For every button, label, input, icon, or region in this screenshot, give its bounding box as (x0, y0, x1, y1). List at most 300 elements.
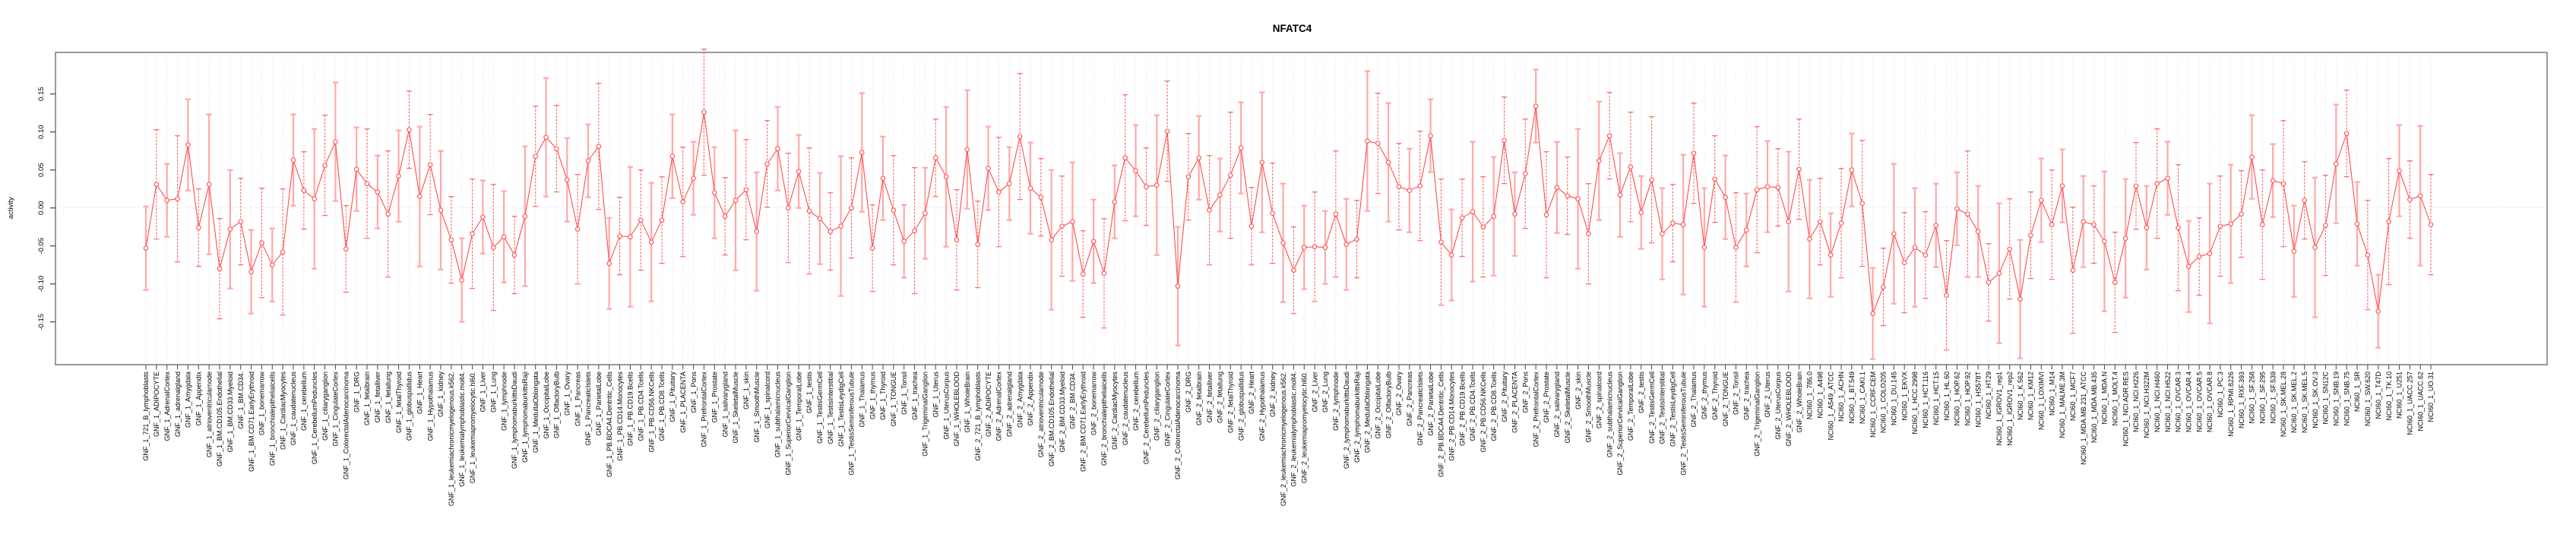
x-axis-label: GNF_2_bronchialepithelialcells (1100, 372, 1109, 466)
x-axis-label: GNF_2_WholeBrain (1795, 372, 1803, 433)
data-point (460, 278, 464, 282)
x-axis-label: NCI60_1_HOP.92 (1964, 372, 1972, 426)
x-axis-label: GNF_1_Lung (489, 372, 498, 413)
x-axis-label: NCI60_1_CCRF.CEM (1869, 372, 1877, 438)
x-axis-label: GNF_1_SkeletalMuscle (732, 371, 740, 444)
data-point (1797, 167, 1801, 171)
data-point (1239, 146, 1242, 150)
x-axis-label: NCI60_1_ACHN (1837, 372, 1846, 422)
x-axis-label: GNF_1_leukemiapromyelocytic.hl60. (468, 372, 476, 484)
x-axis-label: GNF_2_ciliaryganglion (1153, 372, 1161, 441)
data-point (1429, 134, 1432, 138)
x-axis-label: GNF_1_Heart (416, 372, 424, 415)
x-axis-label: GNF_2_Tonsil (1732, 372, 1740, 416)
x-axis-label: GNF_1_PB.CD8.Tcells (658, 372, 666, 441)
x-axis-label: GNF_2_BM.CD71.EarlyErythroid (1079, 372, 1087, 473)
data-point (407, 128, 411, 131)
x-axis-label: NCI60_1_UACC.257 (2406, 372, 2414, 435)
category-gridlines (146, 52, 2431, 365)
data-point (1776, 185, 1780, 189)
x-axis-label: GNF_2_PB.CD56.NKCells (1479, 372, 1488, 453)
data-point (312, 197, 316, 201)
data-point (1702, 245, 1706, 249)
data-point (2029, 233, 2033, 237)
data-point (586, 159, 590, 163)
x-axis-label: GNF_1_Thalamus (858, 372, 866, 428)
x-axis-label: GNF_2_721_B_lymphoblasts (973, 372, 982, 461)
data-point (628, 235, 632, 239)
x-axis-label: NCI60_1_MDA.MB.435 (2090, 372, 2098, 444)
y-axis-ticks (50, 94, 55, 322)
x-axis-label: GNF_2_TONGUE (1721, 372, 1729, 427)
data-point (1334, 212, 1337, 216)
x-axis-label: NCI60_1_OVCAR.3 (2174, 372, 2182, 433)
data-point (2113, 280, 2117, 284)
data-point (1755, 188, 1758, 191)
data-point (1533, 104, 1537, 108)
x-axis-label: NCI60_1_SF.268 (2248, 372, 2256, 424)
data-point (2387, 220, 2391, 223)
data-point (881, 176, 885, 180)
data-point (1439, 240, 1443, 244)
svg-text:0.05: 0.05 (37, 163, 46, 177)
data-point (1366, 139, 1369, 143)
x-axis-label: NCI60_1_M14 (2048, 372, 2056, 416)
data-point (1292, 268, 1296, 272)
x-axis-label: NCI60_1_RPMI.8226 (2226, 372, 2235, 437)
series-line (146, 106, 2431, 314)
data-point (2040, 198, 2043, 202)
x-axis-label: GNF_2_PB.CD14.Monocytes (1448, 372, 1456, 461)
x-axis-label: GNF_1_skin (742, 372, 751, 410)
data-point (186, 143, 190, 147)
x-axis-label: GNF_1_caudatenucleus (290, 372, 298, 446)
data-point (723, 214, 726, 218)
x-axis-label: GNF_2_ColorectalAdenocarcinoma (1174, 372, 1182, 480)
x-axis-label: GNF_1_Hypothalamus (426, 372, 435, 441)
data-point (850, 206, 853, 210)
x-axis-label: GNF_1_Liver (479, 372, 487, 413)
data-point (691, 176, 695, 180)
data-point (2281, 182, 2285, 185)
x-axis-label: GNF_1_TONGUE (890, 372, 898, 427)
svg-text:-0.05: -0.05 (37, 237, 46, 255)
data-point (438, 208, 442, 212)
svg-text:0.10: 0.10 (37, 125, 46, 139)
x-axis-label: GNF_2_atrioventricularnode (1037, 372, 1046, 458)
x-axis-label: NCI60_1_HCC.2998 (1911, 372, 1919, 435)
x-axis-label: GNF_2_PB.CD19.Bcells (1458, 372, 1467, 447)
data-point (1271, 211, 1274, 215)
data-point (249, 270, 253, 274)
x-axis-label: GNF_2_salivarygland (1553, 372, 1562, 438)
svg-text:-0.15: -0.15 (37, 313, 46, 330)
x-axis-label: GNF_2_subthalamicnucleus (1606, 372, 1614, 458)
x-axis-label: GNF_2_Ovary (1395, 372, 1404, 416)
data-point (1229, 173, 1233, 177)
data-point (2324, 223, 2328, 227)
data-point (1071, 220, 1074, 223)
data-point (954, 238, 958, 242)
data-point (1986, 280, 1990, 284)
data-point (397, 174, 400, 178)
x-axis-label: GNF_1_MedullaOblongata (531, 372, 540, 454)
x-axis-label: NCI60_1_MDA.N (2100, 372, 2109, 425)
data-point (2155, 182, 2159, 185)
x-axis-label: NCI60_1_NCI.H460 (2153, 372, 2161, 433)
x-axis-label: GNF_1_SuperiorCervicalGanglion (784, 372, 793, 476)
data-point (1555, 185, 1559, 189)
data-point (1913, 245, 1916, 249)
x-axis-label: GNF_1_lymphomaburkittsDaudi (511, 372, 519, 470)
x-axis-label: GNF_1_WholeBrain (964, 372, 972, 433)
data-point (1618, 193, 1622, 197)
x-axis-label: NCI60_1_A498 (1816, 372, 1824, 419)
data-point (1860, 201, 1864, 205)
x-axis-label: GNF_1_WHOLEBLOOD (953, 372, 961, 447)
x-axis-label: GNF_2_fetalThyroid (1226, 372, 1235, 434)
x-axis-label: NCI60_1_HL.60 (1942, 372, 1951, 421)
data-point (1587, 232, 1590, 236)
data-point (1165, 129, 1169, 133)
x-axis-label: GNF_2_BM.CD105.Endothelial (1047, 372, 1055, 467)
x-axis-labels (142, 372, 2435, 507)
x-axis-label: GNF_1_Appendix (195, 372, 203, 426)
x-axis-label: GNF_1_PB.BDCA4.Dentritic_Cells (605, 372, 613, 478)
x-axis-label: GNF_1_OlfactoryBulb (552, 372, 561, 439)
x-axis-label: GNF_1_Pituitary (669, 372, 677, 422)
data-point (1881, 285, 1885, 289)
data-point (2144, 226, 2148, 229)
data-point (334, 140, 337, 144)
x-axis-label: NCI60_1_NCI.H522 (2163, 372, 2172, 433)
data-point (649, 240, 653, 244)
x-axis-label: GNF_1_spinalcord (763, 372, 771, 429)
data-point (1470, 210, 1474, 213)
data-point (2408, 198, 2412, 201)
data-point (2250, 155, 2254, 159)
data-point (1008, 182, 1011, 185)
data-point (1639, 210, 1643, 214)
x-axis-label: NCI60_1_U251 (2395, 372, 2404, 419)
data-point (375, 190, 379, 194)
data-point (944, 175, 948, 179)
data-point (618, 234, 622, 238)
x-axis-label: GNF_1_TemporalLobe (795, 372, 803, 441)
x-axis-label: GNF_2_Liver (1311, 372, 1319, 413)
x-axis-label: GNF_1_PB.CD4.Tcells (637, 372, 645, 441)
data-point (1765, 185, 1769, 188)
data-point (291, 158, 295, 162)
x-axis-label: GNF_2_testis (1637, 372, 1645, 414)
data-point (2092, 223, 2096, 226)
data-point (217, 267, 221, 270)
data-point (1976, 229, 1979, 233)
x-axis-label: NCI60_1_SK.MEL.2 (2290, 372, 2299, 434)
data-point (2176, 226, 2180, 229)
data-point (1176, 284, 1179, 288)
x-axis-label: NCI60_1_CAKI.1 (1858, 372, 1866, 425)
x-axis-label: NCI60_1_UO.31 (2427, 372, 2435, 422)
data-point (2239, 212, 2243, 216)
data-point (807, 209, 811, 213)
x-axis-label: GNF_2_Lung (1321, 372, 1330, 413)
data-point (1144, 185, 1148, 188)
x-axis-label: GNF_1_Amygdala (184, 372, 192, 428)
error-bars (143, 49, 2433, 359)
x-axis-label: NCI60_1_UACC.62 (2416, 372, 2425, 432)
x-axis-label: NCI60_1_T47D (2374, 372, 2382, 419)
x-axis-label: GNF_2_fetalliver (1205, 372, 1214, 423)
data-point (1902, 261, 1906, 264)
data-point (2049, 223, 2053, 226)
data-point (934, 156, 938, 160)
data-point (702, 110, 706, 114)
data-point (2207, 251, 2211, 255)
x-axis-label: NCI60_1_TK.10 (2385, 372, 2393, 421)
x-axis-label: GNF_1_bronchialepithelialcells (268, 372, 277, 466)
data-point (1671, 221, 1675, 225)
data-point (1745, 228, 1748, 232)
data-point (2302, 198, 2306, 202)
data-point (280, 250, 284, 254)
data-point (597, 144, 600, 148)
x-axis-label: GNF_1_BM.CD33.Myeloid (226, 372, 235, 453)
x-axis-label: GNF_1_ColorectalAdenocarcinoma (342, 372, 350, 480)
x-axis-label: GNF_1_Thyroid (879, 372, 888, 421)
data-point (271, 263, 274, 267)
data-point (1492, 214, 1495, 218)
data-point (1524, 172, 1527, 175)
data-point (1039, 195, 1043, 199)
x-axis-label: NCI60_1_HT29 (1985, 372, 1993, 419)
data-point (2271, 179, 2274, 182)
data-point (660, 218, 663, 222)
data-point (1102, 271, 1106, 275)
data-point (2418, 194, 2422, 198)
x-axis-label: GNF_2_globuspallidus (1237, 372, 1245, 441)
x-axis-label: GNF_1_Prostate (710, 372, 719, 423)
x-axis-label: GNF_2_skin (1574, 372, 1582, 410)
x-axis-label: GNF_1_ciliaryganglion (321, 372, 329, 441)
data-point (1691, 151, 1695, 155)
data-point (428, 163, 432, 166)
data-point (197, 226, 201, 229)
data-point (2261, 223, 2264, 226)
data-point (1892, 232, 1896, 236)
data-point (2292, 249, 2296, 253)
x-axis-label: GNF_2_Amygdala (1016, 372, 1024, 428)
x-axis-label: GNF_1_Pons (689, 372, 698, 413)
x-axis-label: GNF_2_leukemiapromyelocytic.hl60. (1300, 372, 1309, 484)
x-axis-label: GNF_1_TrigeminalGanglion (921, 372, 929, 457)
data-point (1112, 200, 1116, 204)
x-axis-label: GNF_1_leukemiachronicmyelogenous.k562. (448, 372, 456, 507)
x-axis-label: GNF_2_bonemarrow (1090, 372, 1098, 436)
x-axis-label: NCI60_1_OVCAR.5 (2195, 372, 2204, 433)
data-point (365, 182, 369, 185)
data-point (2344, 131, 2348, 135)
data-point (1955, 207, 1959, 210)
data-point (1323, 245, 1327, 249)
x-axis-label: NCI60_1_SW.620 (2364, 372, 2372, 427)
x-axis-label: NCI60_1_SK.MEL.5 (2300, 372, 2309, 434)
x-axis-label: GNF_2_Prostate (1543, 372, 1551, 423)
x-axis-label: NCI60_1_BT.549 (1848, 372, 1856, 424)
x-axis-label: GNF_1_PB.CD14.Monocytes (616, 372, 624, 461)
data-point (1544, 213, 1548, 217)
data-point (2123, 236, 2127, 240)
data-point (1260, 160, 1264, 164)
x-axis-label: NCI60_1_HS578T (1974, 372, 1983, 428)
x-axis-label: GNF_1_ParietalLobe (595, 372, 603, 436)
data-point (2366, 253, 2369, 257)
data-point (913, 229, 916, 232)
x-axis-label: GNF_1_subthalamicnucleus (774, 372, 782, 458)
data-point (1923, 253, 1927, 257)
x-axis-label: NCI60_1_MOLT.4 (2111, 372, 2119, 426)
data-point (1123, 156, 1127, 160)
data-point (1218, 193, 1222, 197)
y-axis-tick-labels (37, 87, 46, 330)
data-point (870, 246, 874, 250)
x-axis-label: NCI60_1_SNB.75 (2343, 372, 2351, 426)
data-point (239, 220, 242, 223)
x-axis-label: GNF_1_CerebellumPeduncles (310, 372, 318, 465)
x-axis-label: GNF_2_CardiacMyocytes (1111, 372, 1119, 451)
x-axis-label: GNF_2_TrigeminalGanglion (1753, 372, 1761, 457)
x-axis-label: GNF_2_lymphomaburkittsDaudi (1342, 372, 1350, 470)
x-axis-label: GNF_2_fetallung (1216, 372, 1224, 424)
x-axis-label: NCI60_1_SNB.19 (2332, 372, 2340, 426)
x-axis-label: GNF_2_trachea (1742, 372, 1751, 421)
data-point (449, 238, 453, 242)
data-point (2187, 264, 2191, 268)
x-axis-label: NCI60_1_HOP.62 (1953, 372, 1961, 426)
x-axis-label: GNF_2_kidney (1268, 372, 1277, 418)
data-point (1839, 221, 1843, 225)
x-axis-label: GNF_1_leukemialymphoblastic.molt4. (457, 372, 466, 487)
x-axis-label: GNF_2_OccipitalLobe (1374, 372, 1382, 439)
x-axis-label: GNF_1_lymphnode (500, 372, 508, 432)
x-axis-label: GNF_2_DRG (1185, 372, 1193, 413)
svg-text:-0.10: -0.10 (37, 275, 46, 292)
data-point (144, 246, 147, 250)
data-point (1660, 232, 1664, 236)
x-axis-label: GNF_1_PLACENTA (679, 372, 687, 433)
data-point (860, 150, 864, 154)
x-axis-label: GNF_2_adrenalgland (1005, 372, 1014, 438)
x-axis-label: GNF_1_DRG (353, 372, 361, 413)
x-axis-label: GNF_1_Pancreas (574, 372, 582, 427)
data-point (2103, 239, 2106, 243)
x-axis-label: GNF_1_fetalliver (374, 372, 382, 423)
data-point (1028, 186, 1032, 190)
data-point (1081, 272, 1085, 276)
data-point (2071, 268, 2074, 272)
x-axis-label: GNF_2_CerebellumPeduncles (1142, 372, 1150, 465)
data-point (923, 211, 927, 215)
data-point (344, 247, 348, 251)
data-point (902, 239, 906, 243)
data-point (1966, 212, 1970, 216)
data-point (555, 147, 559, 150)
x-axis-label: GNF_1_PancreaticIslets (584, 372, 593, 446)
data-point (818, 217, 821, 220)
data-point (1713, 177, 1717, 181)
data-point (839, 224, 843, 228)
x-axis-label: GNF_2_thymus (1701, 372, 1709, 420)
x-axis-label: GNF_2_TestisLeydigCell (1669, 372, 1677, 447)
data-point (1386, 160, 1390, 164)
x-axis-label: GNF_2_UterusCorpus (1774, 372, 1783, 440)
data-point (1355, 237, 1359, 241)
data-point (1155, 183, 1159, 187)
x-axis-label: GNF_2_TemporalLobe (1627, 372, 1635, 441)
x-axis-label: GNF_1_TestisInterstitial (826, 372, 834, 444)
data-points (144, 104, 2432, 315)
data-point (1344, 242, 1348, 246)
data-point (1407, 188, 1411, 192)
x-axis-label: GNF_2_BM.CD34. (1068, 372, 1077, 429)
x-axis-label: GNF_2_Thalamus (1690, 372, 1698, 428)
data-point (1418, 184, 1422, 188)
data-point (1934, 223, 1938, 227)
data-point (2355, 222, 2359, 226)
data-point (2313, 245, 2317, 249)
x-axis-label: GNF_1_adrenalgland (173, 372, 182, 438)
data-point (2334, 162, 2338, 166)
data-point (776, 147, 780, 150)
data-point (744, 188, 748, 191)
data-point (1376, 141, 1380, 145)
x-axis-label: GNF_2_CingulateCortex (1163, 372, 1172, 447)
data-point (176, 197, 179, 201)
data-point (1513, 212, 1517, 216)
x-axis-label: GNF_2_ParietalLobe (1426, 372, 1435, 436)
x-axis-label: GNF_1_PB.CD56.NKCells (647, 372, 656, 453)
svg-text:0.00: 0.00 (37, 201, 46, 215)
data-point (1850, 168, 1853, 172)
x-axis-label: GNF_2_OlfactoryBulb (1385, 372, 1393, 439)
data-point (523, 214, 527, 218)
data-point (1134, 169, 1138, 172)
x-axis-label: GNF_2_leukemiachronicmyelogenous.k562. (1279, 372, 1287, 507)
x-axis-label: GNF_1_TestisGermCell (816, 372, 824, 444)
x-axis-label: NCI60_1_PC.3 (2217, 372, 2225, 418)
x-axis-label: GNF_1_TestisLeydigCell (837, 372, 845, 447)
data-point (470, 232, 474, 236)
data-point (1597, 159, 1601, 163)
data-point (2229, 222, 2233, 226)
data-point (1312, 245, 1316, 248)
x-axis-label: NCI60_1_SF.295 (2258, 372, 2267, 424)
data-point (1207, 208, 1211, 212)
data-point (1017, 134, 1021, 138)
x-axis-label: GNF_2_WHOLEBLOOD (1784, 372, 1793, 447)
data-point (1786, 220, 1790, 223)
data-point (575, 227, 579, 231)
x-axis-label: NCI60_1_MALME.3M (2059, 372, 2067, 438)
x-axis-label: NCI60_1_SR (2353, 372, 2362, 413)
x-axis-label: GNF_2_TestisGermCell (1647, 372, 1656, 444)
x-axis-label: GNF_2_PB.CD4.Tcells (1469, 372, 1477, 441)
data-point (492, 245, 495, 249)
data-point (1565, 194, 1569, 198)
data-point (607, 261, 611, 265)
data-point (1091, 239, 1095, 243)
data-point (418, 194, 422, 198)
